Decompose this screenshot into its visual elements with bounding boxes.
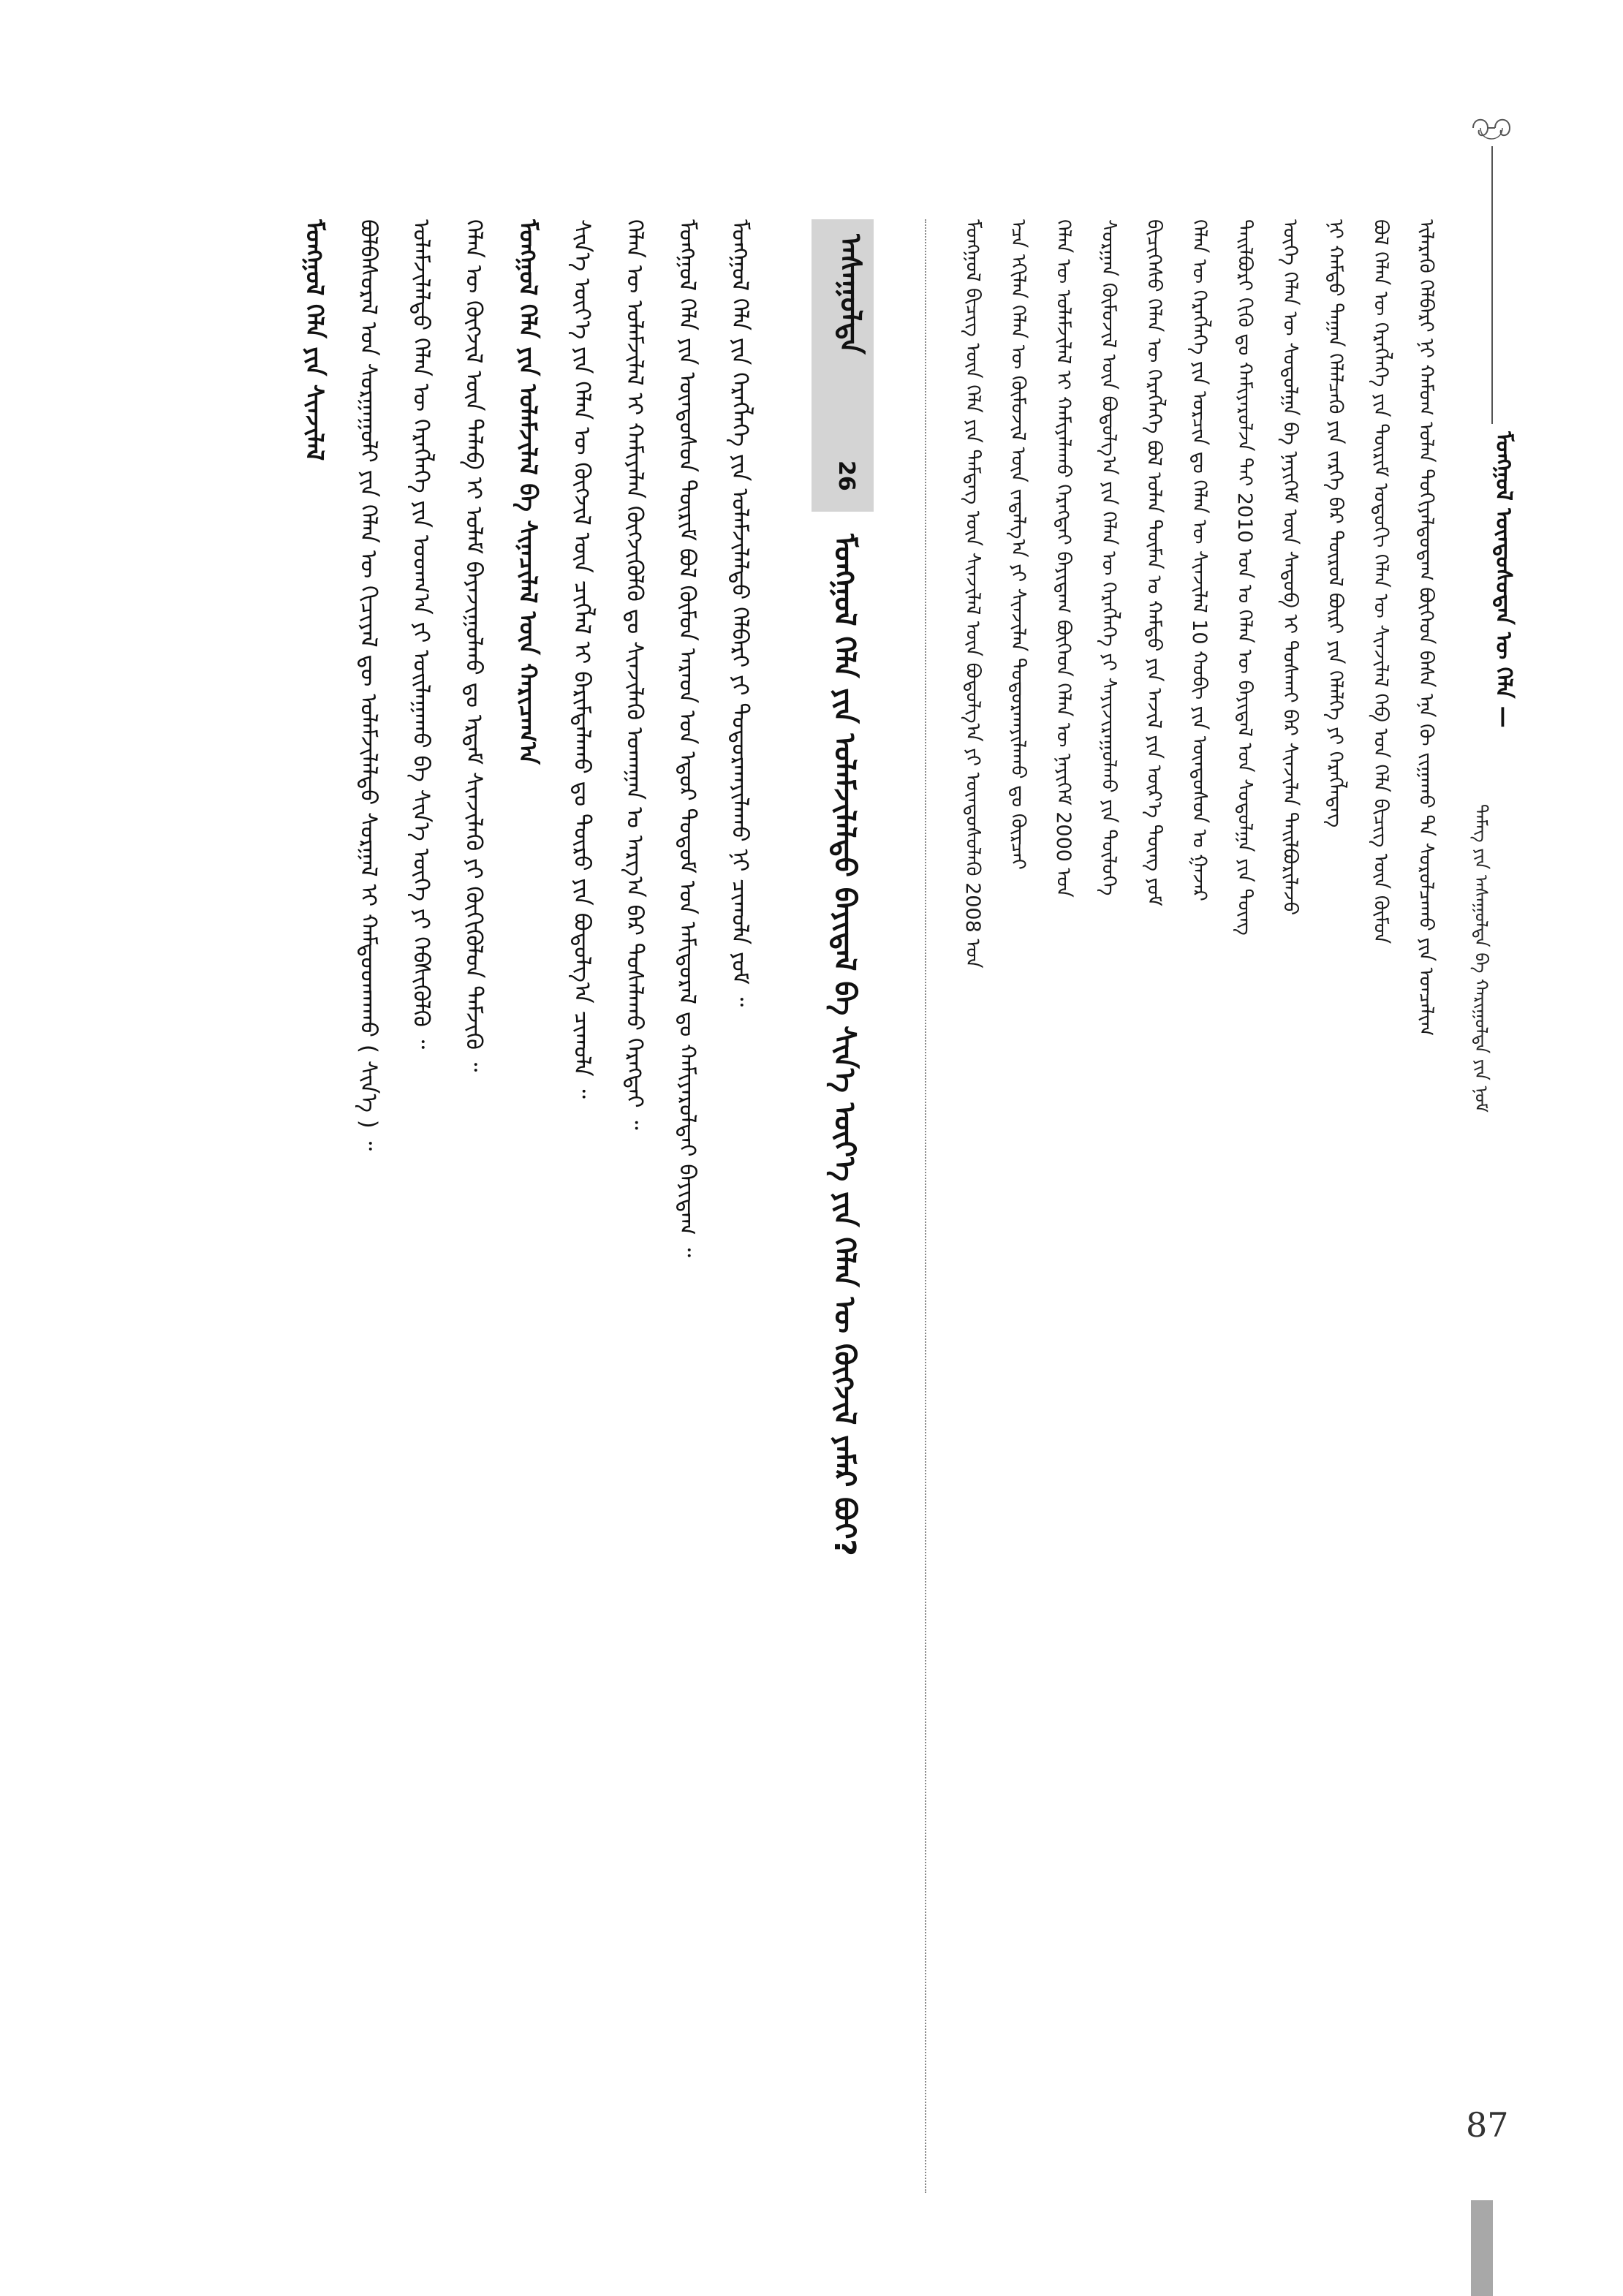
section2-heading: ᠮᠣᠩᠭᠣᠯ ᠬᠡᠯᠡ ᠶᠢᠨ ᠰᠢᠨᠵᠢᠯᠡᠯ xyxy=(300,219,329,461)
section2-line: ᠪᠣᠯᠪᠠᠰᠤᠷᠠᠯ ᠤᠨ ᠰᠤᠷᠭᠠᠭᠤᠯᠢ ᠶᠢᠨ ᠬᠡᠯᠡᠨ ᠦ ᠬᠢᠴᠢᠶᠡᠯ ᠳᠦ ᠤᠯᠠᠮᠵᠢᠯᠠᠯᠲᠤ ᠰᠤᠷᠭᠠᠯ ᠢ ᠬᠠᠮᠲᠤᠳᠬᠠᠬᠤ ( ᠰᠢᠨ᠎ᠡ ) ᠃ xyxy=(355,219,382,1151)
section2-heading: ᠮᠣᠩᠭᠣᠯ ᠬᠡᠯᠡ ᠶᠢᠨ ᠤᠯᠠᠮᠵᠢᠯᠠᠯ ᠪᠠ ᠰᠢᠨᠡᠴᠢᠯᠡᠯ ᠦᠨ ᠬᠠᠷᠢᠴᠠᠭ᠎ᠠ xyxy=(514,219,542,765)
section1-line: ᠨᠢ ᠬᠠᠮᠲᠤ ᠳᠠᠭᠠᠨ ᠬᠡᠯᠡᠯᠴᠡᠬᠦ ᠶᠢᠨ ᠵᠡᠷᠭᠡ ᠪᠡᠷ ᠲᠦᠷᠦᠯ ᠪᠦᠷᠢ ᠶᠢᠨ ᠬᠡᠯᠡᠯᠭᠡ ᠶᠢ ᠬᠡᠷᠡᠭᠯᠡᠳᠡᠭ xyxy=(1324,219,1347,828)
page-number: 87 xyxy=(1466,2105,1509,2145)
header-ornament-icon xyxy=(1466,110,1517,149)
question-label: ᠠᠰᠠᠭᠤᠯᠲᠠ xyxy=(833,234,867,355)
section1-line: ᠡᠴᠡ ᠡᠬᠢᠯᠡᠨ ᠬᠡᠯᠡᠨ ᠦ ᠬᠦᠮᠦᠵᠢᠯ ᠦᠨ ᠵᠠᠳᠠᠯᠭ᠎ᠠ ᠶᠢ ᠰᠢᠨᠵᠢᠯᠡᠨ ᠲᠣᠳᠣᠷᠬᠠᠶᠢᠯᠠᠬᠤ ᠳᠤ ᠬᠦᠷᠴᠡᠢ xyxy=(1007,219,1029,870)
section1-line: ᠪᠣᠯ ᠬᠡᠯᠡᠨ ᠦ ᠬᠡᠷᠡᠭᠯᠡᠭᠡ ᠶᠢᠨ ᠳᠦᠷᠢᠮ ᠣᠳᠣᠬᠢ ᠬᠡᠯᠡᠨ ᠦ ᠰᠢᠨᠵᠢᠯᠡᠯ ᠬᠡᠪ ᠤᠨ ᠬᠡᠯᠡ ᠪᠢᠴᠢᠭ ᠦᠨ ᠬᠦᠮᠦᠨ xyxy=(1369,219,1392,944)
section1-line: ᠬᠡᠯᠡᠨ ᠦ ᠤᠯᠠᠮᠵᠢᠯᠠᠯ ᠢ ᠬᠠᠮᠢᠶᠠᠯᠠᠬᠤ ᠬᠡᠷᠡᠭᠲᠡᠢ ᠪᠠᠶᠢᠳᠠᠭ ᠪᠥᠭᠡᠳ ᠬᠡᠯᠡᠨ ᠦ ᠨᠡᠶᠢᠭᠡᠮ 2000 ᠣᠨ xyxy=(1052,219,1075,898)
section2-line: ᠮᠣᠩᠭᠣᠯ ᠬᠡᠯᠡ ᠶᠢᠨ ᠬᠡᠷᠡᠭᠯᠡᠭᠡ ᠶᠢᠨ ᠤᠯᠠᠮᠵᠢᠯᠠᠯᠲᠤ ᠬᠡᠯᠪᠡᠷᠢ ᠶᠢ ᠲᠣᠳᠣᠷᠬᠠᠶᠢᠯᠠᠬᠤ ᠨᠢ ᠴᠢᠬᠤᠯᠠ ᠶᠤᠮ ᠃ xyxy=(727,219,753,1007)
section1-line: ᠪᠢᠴᠢᠭᠡᠰᠦ ᠬᠡᠯᠡᠨ ᠦ ᠬᠡᠷᠡᠭᠯᠡᠭᠡ ᠪᠣᠯ ᠣᠯᠠᠨ ᠲᠦᠮᠡᠨ ᠤ ᠬᠠᠮᠲᠤ ᠶᠢᠨ ᠠᠵᠢᠯ ᠶᠢᠨ ᠦᠷ᠎ᠡ ᠳᠦᠩ ᠶᠤᠮ xyxy=(1143,219,1165,906)
section1-line: ᠲᠠᠢᠯᠪᠤᠷᠢ ᠬᠢᠬᠦ ᠳᠤ ᠬᠠᠮᠢᠶᠠᠷᠤᠯᠵᠠ ᠲᠠᠢ 2010 ᠣᠨ ᠤ ᠬᠡᠯᠡᠨ ᠦ ᠪᠠᠶᠢᠳᠠᠯ ᠤᠨ ᠰᠤᠳᠤᠯᠭᠠ ᠶᠢᠨ ᠳᠦᠩ xyxy=(1233,219,1256,936)
section-separator xyxy=(925,219,926,2193)
section1-line: ᠰᠤᠷᠭᠠᠨ ᠬᠦᠮᠦᠵᠢᠯ ᠦᠨ ᠪᠣᠳᠣᠯᠭ᠎ᠠ ᠶᠢᠨ ᠬᠡᠯᠡᠨ ᠦ ᠬᠡᠷᠡᠭᠯᠡᠭᠡ ᠶᠢ ᠰᠠᠶᠢᠵᠢᠷᠠᠭᠤᠯᠬᠤ ᠶᠢᠨ ᠲᠥᠯᠥᠭᠡ xyxy=(1097,219,1120,896)
header-title: ᠮᠣᠩᠭᠣᠯ ᠦᠨᠳᠦᠰᠦᠲᠡᠨ ᠦ ᠬᠡᠯᠡ — xyxy=(1491,431,1516,728)
header-rule xyxy=(1491,146,1493,424)
section2-line: ᠬᠡᠯᠡᠨ ᠦ ᠤᠯᠠᠮᠵᠢᠯᠠᠯ ᠢ ᠬᠠᠮᠢᠶᠠᠯᠠᠨ ᠬᠥᠭᠵᠢᠭᠦᠯᠬᠦ ᠳᠤ ᠰᠢᠨᠵᠢᠯᠡᠬᠦ ᠤᠬᠠᠭᠠᠨ ᠤ ᠠᠷᠭ᠎ᠠ ᠪᠠᠷ ᠲᠤᠰᠠᠯᠠᠬᠤ ᠬᠡᠷᠡᠭᠲᠡᠢ ᠃ xyxy=(621,219,648,1130)
section1-line: ᠮᠣᠩᠭᠣᠯ ᠪᠢᠴᠢᠭ ᠦᠨ ᠬᠡᠯᠡ ᠶᠢᠨ ᠲᠡᠮᠳᠡᠭ ᠦᠨ ᠰᠢᠨᠵᠢᠯᠡᠯ ᠦᠨ ᠪᠣᠳᠣᠯᠭ᠎ᠠ ᠶᠢ ᠦᠨᠳᠦᠰᠦᠯᠡᠬᠦ 2008 ᠣᠨ xyxy=(961,219,984,969)
question-number: 26 xyxy=(833,461,859,491)
question-title: ᠮᠣᠩᠭᠣᠯ ᠬᠡᠯᠡ ᠶᠢᠨ ᠤᠯᠠᠮᠵᠢᠯᠠᠯᠲᠤ ᠪᠠᠶᠢᠳᠠᠯ ᠪᠠ ᠰᠢᠨ᠎ᠡ ᠦᠶ᠎ᠡ ᠶᠢᠨ ᠬᠡᠯᠡᠨ ᠦ ᠬᠥᠭᠵᠢᠯ ᠶᠠᠮᠠᠷ ᠪᠤᠢ? xyxy=(828,534,861,1556)
section2-line: ᠤᠯᠠᠮᠵᠢᠯᠠᠯᠲᠤ ᠬᠡᠯᠡᠨ ᠦ ᠬᠡᠷᠡᠭᠯᠡᠭᠡ ᠶᠢᠨ ᠤᠳᠬ᠎ᠠ ᠶᠢ ᠣᠢᠯᠠᠭᠠᠬᠤ ᠪᠠ ᠰᠢᠨ᠎ᠡ ᠦᠭᠡ ᠶᠢ ᠬᠡᠪᠰᠢᠭᠦᠯᠬᠦ ᠃ xyxy=(408,219,434,1050)
section1-line: ᠬᠡᠯᠡᠨ ᠦ ᠬᠡᠷᠡᠭᠯᠡᠭᠡ ᠶᠢᠨ ᠣᠷᠴᠢᠨ ᠳᠤ ᠬᠡᠯᠡᠨ ᠦ ᠰᠢᠨᠵᠢᠯᠡᠯ 10 ᠬᠤᠪᠢ ᠶᠢᠨ ᠦᠨᠳᠦᠰᠦᠨ ᠤ ᠭᠠᠵᠠᠷ xyxy=(1188,219,1211,901)
section1-line: ᠦᠭᠡ ᠬᠡᠯᠡᠨ ᠦ ᠰᠤᠳᠤᠯᠭᠠ ᠪᠠ ᠨᠡᠶᠢᠭᠡᠮ ᠦᠨ ᠰᠡᠳᠦᠪ ᠢ ᠲᠤᠰᠬᠠᠢ ᠪᠠᠷ ᠰᠢᠨᠵᠢᠯᠡᠨ ᠲᠠᠢᠯᠪᠤᠷᠢᠯᠠᠵᠤ xyxy=(1279,219,1301,916)
section2-line: ᠬᠡᠯᠡᠨ ᠦ ᠬᠥᠭᠵᠢᠯ ᠦᠨ ᠲᠡᠯᠡᠪ ᠢ ᠤᠯᠠᠮ ᠪᠠᠶᠠᠵᠢᠭᠤᠯᠬᠤ ᠳᠤ ᠡᠷᠳᠡᠮ ᠰᠢᠨᠵᠢᠯᠡᠬᠦ ᠶᠢ ᠬᠥᠬᠢᠭᠦᠯᠦᠨ ᠳᠡᠮᠵᠢᠬᠦ ᠃ xyxy=(461,219,487,1072)
section1-line: ᠢᠯᠡᠷᠡᠬᠦ ᠬᠡᠯᠪᠡᠷᠢ ᠨᠢ ᠬᠠᠮᠤᠭ ᠤᠯᠠᠨ ᠲᠣᠬᠢᠶᠠᠯᠳᠤᠳᠠᠭ ᠪᠥᠭᠡᠳ ᠪᠠᠰᠠ ᠡᠨᠡ ᠬᠦ ᠵᠢᠭᠠᠬᠤ ᠲᠠ ᠰᠤᠷᠤᠯᠴᠠᠬᠤ ᠶᠢᠨ ᠣᠨᠴᠠᠯᠢᠭ xyxy=(1415,219,1437,1037)
section2-line: ᠰᠢᠨ᠎ᠡ ᠦᠶ᠎ᠡ ᠶᠢᠨ ᠬᠡᠯᠡᠨ ᠦ ᠬᠥᠭᠵᠢᠯ ᠦᠨ ᠴᠢᠭᠯᠡᠯ ᠢ ᠪᠠᠷᠢᠮᠲᠠᠯᠠᠬᠤ ᠳᠤ ᠲᠥᠷᠦ ᠶᠢᠨ ᠪᠣᠳᠣᠯᠭ᠎ᠠ ᠴᠢᠬᠤᠯᠠ ᠃ xyxy=(569,219,595,1099)
section2-line: ᠮᠣᠩᠭᠣᠯ ᠬᠡᠯᠡ ᠶᠢᠨ ᠦᠨᠳᠦᠰᠦᠨ ᠳᠦᠷᠢᠮ ᠪᠣᠯ ᠬᠦᠮᠦᠨ ᠠᠷᠠᠳ ᠤᠨ ᠡᠳᠦᠷ ᠲᠤᠲᠤᠮ ᠤᠨ ᠠᠮᠢᠳᠤᠷᠠᠯ ᠳᠤ ᠬᠠᠮᠢᠶᠠᠷᠤᠯᠲᠠᠢ ᠪᠠᠶᠢᠳᠠᠭ ᠃ xyxy=(674,219,700,1257)
header-subtitle: ᠳᠡᠮᠡᠭ ᠶᠢᠨ ᠠᠰᠠᠭᠤᠯᠲᠠ ᠪᠠ ᠬᠠᠷᠢᠭᠤᠯᠲᠠ ᠶᠢᠨ ᠨᠣᠮ xyxy=(1471,804,1491,1113)
side-thumb-bar xyxy=(1471,2200,1493,2296)
